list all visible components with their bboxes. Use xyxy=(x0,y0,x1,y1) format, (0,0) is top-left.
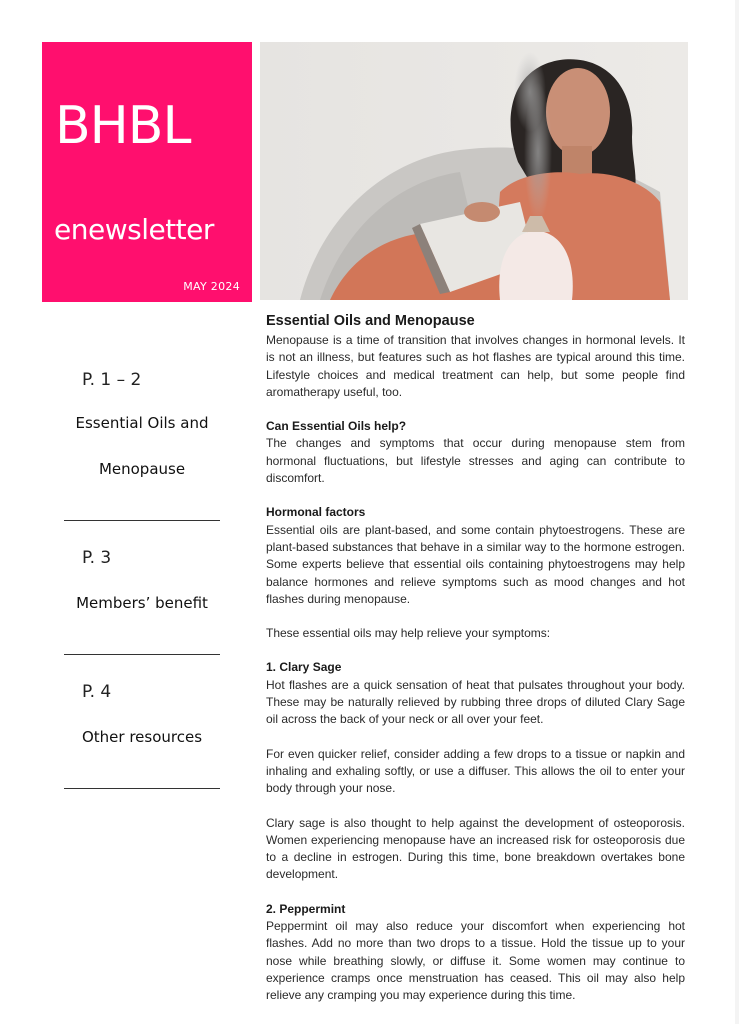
divider xyxy=(64,788,220,789)
masthead xyxy=(42,42,252,302)
article-title: Essential Oils and Menopause xyxy=(266,313,475,329)
hero-photo xyxy=(260,42,688,300)
toc-title-line: Menopause xyxy=(98,460,186,478)
toc-page-number: P. 3 xyxy=(82,548,112,568)
issue-date: MAY 2024 xyxy=(183,280,240,293)
oil-paragraph: Peppermint oil may also reduce your discomfort when experiencing hot flashes. Add no more than two drops to a tissue. Hold the tissue up to your nose while breathing slowly, or diffuse it. Some women may continue to experience cramps once menstruation has ceased. This oil may also help relieve any cramping you may experience during this time. xyxy=(266,919,685,1003)
oil-paragraph: Clary sage is also thought to help against the development of osteoporosis. Women experiencing menopause have an increased risk for osteoporosis due to a decline in estrogen. During this time, bone breakdown overtakes bone development. xyxy=(266,815,685,882)
section-heading: Hormonal factors xyxy=(266,505,366,520)
toc-title-line: Other resources xyxy=(81,728,203,746)
oil-heading: 2. Peppermint xyxy=(266,901,346,916)
toc-item[interactable] xyxy=(42,520,242,654)
toc-item[interactable] xyxy=(42,654,242,788)
oil-heading: 1. Clary Sage xyxy=(266,660,342,675)
page-edge xyxy=(735,0,739,1024)
section-body: The changes and symptoms that occur during menopause stem from hormonal fluctuations, but lifestyle stresses and aging can contribute to discomfort. xyxy=(266,436,685,486)
lead-in: These essential oils may help relieve your symptoms: xyxy=(266,626,551,641)
newsletter-subtitle: enewsletter xyxy=(54,213,214,246)
photo-woman-with-diffuser-icon xyxy=(260,42,688,300)
table-of-contents xyxy=(42,350,242,788)
newsletter-title: BHBL xyxy=(55,96,191,156)
toc-title-line: Essential Oils and xyxy=(75,414,209,432)
section-body: Essential oils are plant-based, and some contain phytoestrogens. These are plant-based substances that behave in a similar way to the hormone estrogen. Some experts believe that essential oils containing phytoestrogens may help balance hormones and relieve symptoms such as mood changes and hot flashes during menopause. xyxy=(266,522,685,606)
article-intro: Menopause is a time of transition that involves changes in hormonal levels. It is not an illness, but features such as hot flashes are typical around this time. Lifestyle choices and medical treatment can help, but some people find aromatherapy useful, too. xyxy=(266,333,685,399)
oil-paragraph: Hot flashes are a quick sensation of heat that pulsates throughout your body. These may be naturally relieved by rubbing three drops of diluted Clary Sage oil across the back of your neck or all over your feet. xyxy=(266,677,685,727)
toc-item[interactable] xyxy=(42,350,242,520)
toc-page-number: P. 4 xyxy=(82,682,112,702)
article xyxy=(266,312,685,1005)
toc-page-number: P. 1 – 2 xyxy=(82,370,142,390)
section-heading: Can Essential Oils help? xyxy=(266,419,407,434)
oil-paragraph: For even quicker relief, consider adding a few drops to a tissue or napkin and inhaling and exhaling softly, or use a diffuser. This allows the oil to enter your body through your nose. xyxy=(266,746,685,796)
toc-title-line: Members’ benefit xyxy=(76,594,208,612)
